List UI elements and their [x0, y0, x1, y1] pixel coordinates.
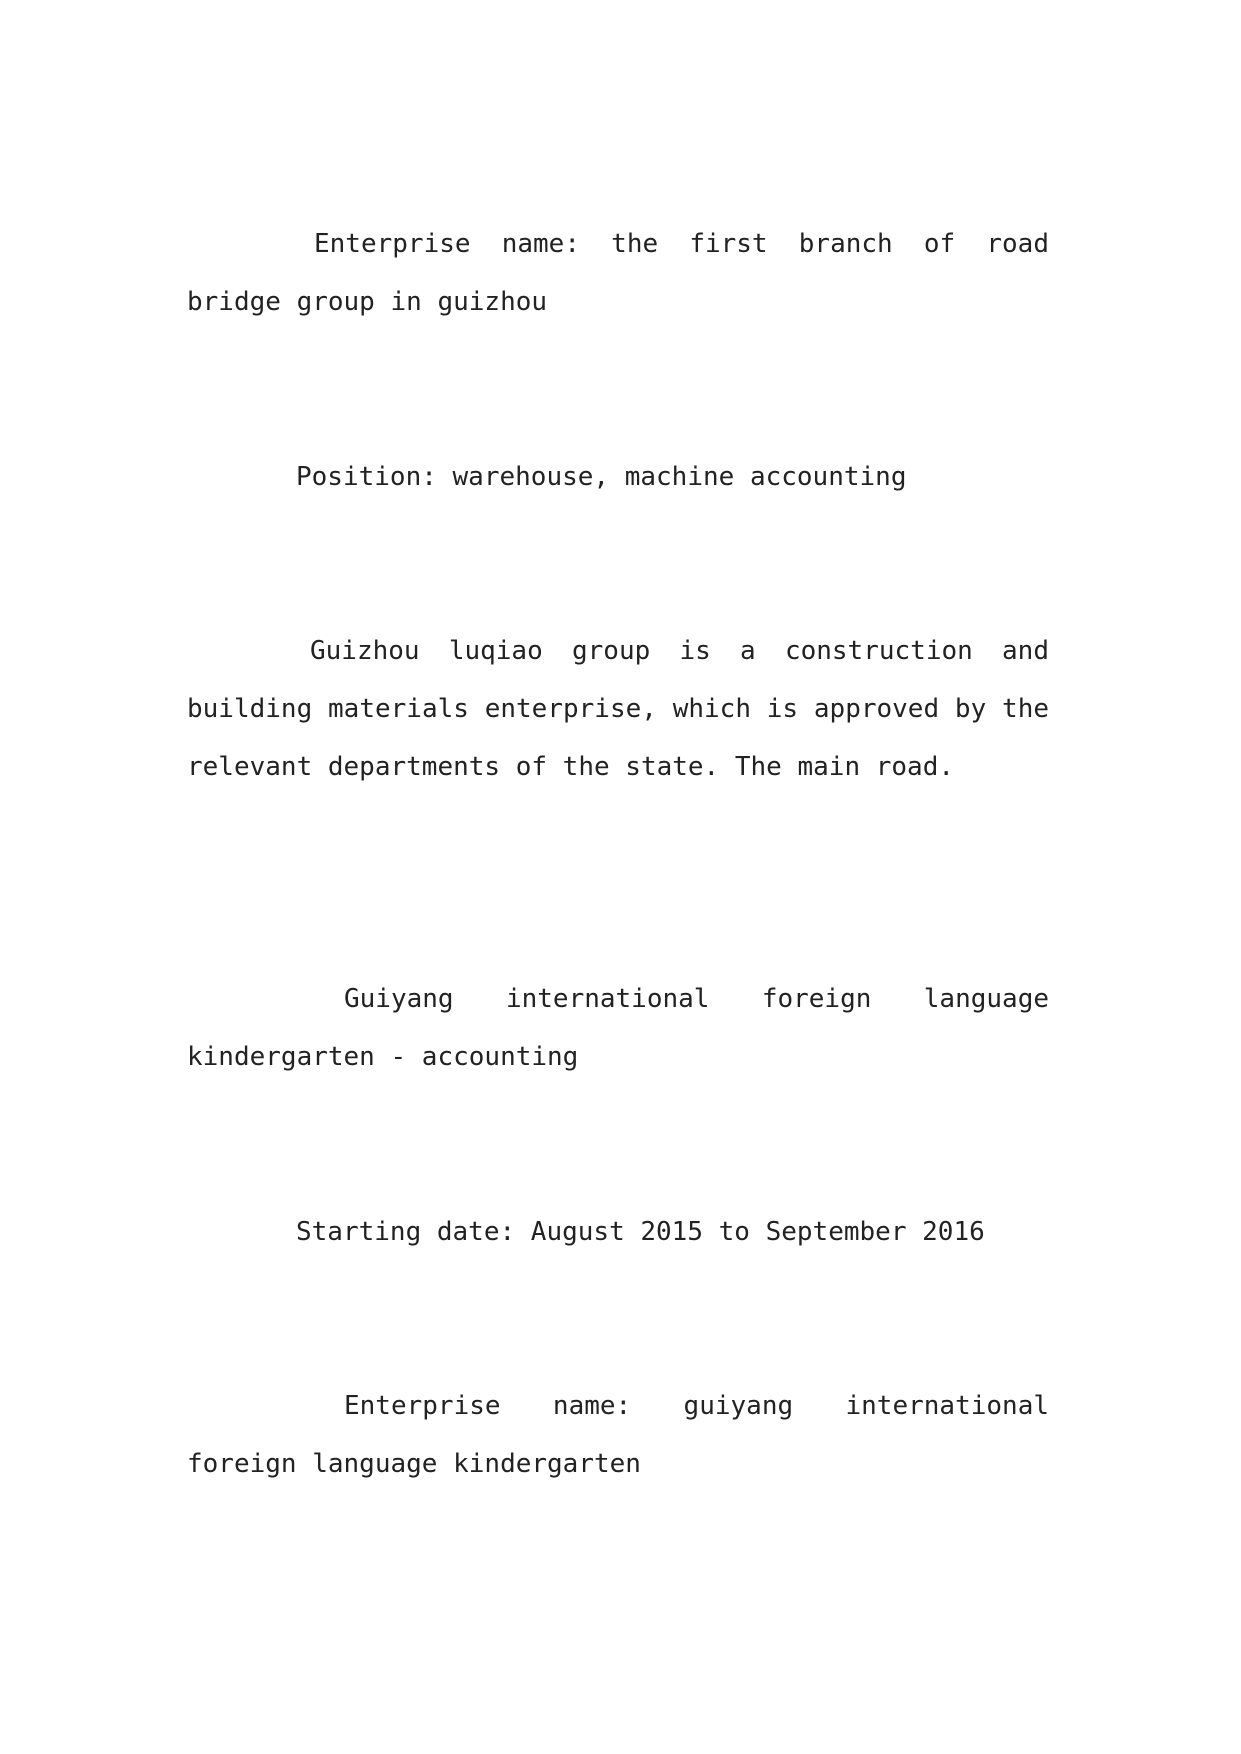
company-description-paragraph: Guizhou luqiao group is a construction and building materials enterprise, which is approved by the relevant departments of the state. The main road.	[187, 636, 1049, 782]
employer-role-paragraph: Guiyang international foreign language kindergarten - accounting	[187, 984, 1049, 1072]
enterprise-name-second-paragraph: Enterprise name: guiyang international foreign language kindergarten	[187, 1391, 1049, 1479]
starting-date-paragraph: Starting date: August 2015 to September 2016	[296, 1217, 985, 1247]
enterprise-name-paragraph: Enterprise name: the first branch of road bridge group in guizhou	[187, 229, 1049, 317]
position-paragraph: Position: warehouse, machine accounting	[296, 462, 907, 492]
